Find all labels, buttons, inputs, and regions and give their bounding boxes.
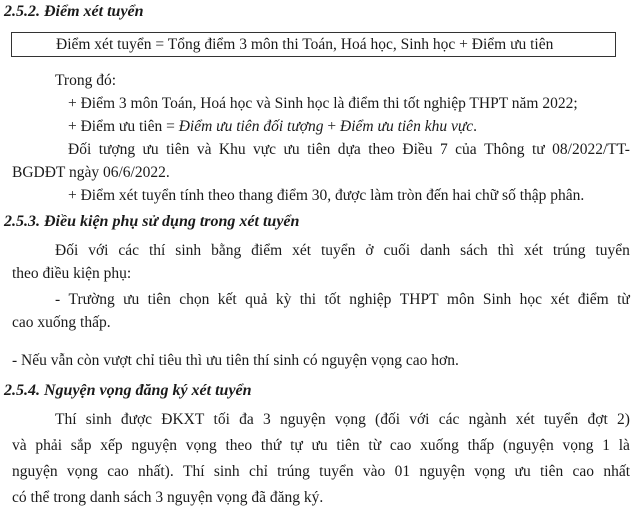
word: tuyển (319, 463, 354, 480)
word: xuống (420, 437, 459, 454)
word: Trường (68, 291, 115, 308)
word: bằng (211, 242, 242, 259)
word: điểm (251, 242, 283, 259)
word: 1 (602, 437, 611, 454)
word: - (55, 291, 61, 308)
word: nguyện (12, 463, 58, 480)
word: nguyện (131, 437, 177, 454)
word: tuyển (320, 242, 356, 259)
word: Thí (55, 411, 77, 428)
word: THPT (399, 291, 439, 308)
word: và (12, 437, 27, 454)
word: theo (225, 437, 253, 454)
para-truong-uu-tien-line-1 (55, 290, 630, 310)
word: vọng (334, 411, 366, 428)
word: nhất (603, 463, 630, 480)
word: cao (572, 463, 595, 480)
word: các (118, 242, 140, 259)
word: vọng (185, 437, 217, 454)
bullet-3-mon: + Điểm 3 môn Toán, Hoá học và Sinh học là điểm thi tốt nghiệp THPT năm 2022; (68, 95, 578, 112)
word: Khu (218, 141, 246, 158)
para-doi-tuong-line-2: BGDĐT ngày 06/6/2022. (12, 164, 170, 181)
word: tư (532, 141, 545, 158)
word: cao (107, 463, 129, 480)
word: 2) (616, 411, 630, 428)
word: (nguyện (503, 437, 554, 454)
word: xét (515, 411, 535, 428)
word: theo (368, 141, 395, 158)
bullet-diem-uu-tien: + Điểm ưu tiên = Điểm ưu tiên đối tượng + Điểm ưu tiên khu vực. (68, 118, 478, 135)
section-heading-2-5-2: 2.5.2. Điểm xét tuyển (4, 3, 144, 20)
word: từ (368, 437, 382, 454)
word: 08/2022/TT- (552, 141, 630, 158)
word: sinh (175, 242, 202, 259)
word: dựa (337, 141, 361, 158)
word: trúng (277, 463, 310, 480)
para-vuot-chi-tieu: - Nếu vẫn còn vượt chỉ tiêu thì ưu tiên thí sinh có nguyện vọng cao hơn. (12, 352, 459, 369)
word: tiên (166, 141, 190, 158)
word: Đối (55, 242, 79, 259)
para-nguyen-vong-line-4: có thể trong danh sách 3 nguyện vọng đã đăng ký. (12, 489, 324, 506)
word: ĐKXT (161, 411, 205, 428)
word: chọn (179, 291, 210, 308)
word: tốt (324, 291, 341, 308)
word: cuối (383, 242, 411, 259)
word: nguyện (279, 411, 326, 428)
word: với (88, 242, 109, 259)
word: phải (35, 437, 63, 454)
word: Thí (183, 463, 205, 480)
word: cao (389, 437, 412, 454)
word: đợt (587, 411, 608, 428)
word: môn (446, 291, 475, 308)
word: thí (148, 242, 166, 259)
word: sách (460, 242, 488, 259)
word: trúng (552, 242, 586, 259)
section-heading-2-5-3: 2.5.3. Điều kiện phụ sử dụng trong xét tuyển (4, 213, 300, 230)
word: thì (497, 242, 515, 259)
word: tuyển (595, 242, 630, 259)
word: xét (550, 291, 570, 308)
para-doi-tuong-line-1 (68, 140, 630, 160)
word: từ (617, 291, 630, 308)
bullet-thang-diem: + Điểm xét tuyển tính theo thang điểm 30, được làm tròn đến hai chữ số thập phân. (68, 187, 585, 204)
word: tượng (98, 141, 136, 158)
word: ưu (514, 463, 531, 480)
word: là (618, 437, 630, 454)
word: nghiệp (349, 291, 392, 308)
word: nguyện (419, 463, 465, 480)
word: xét (292, 242, 312, 259)
word: quả (245, 291, 268, 308)
word: 3 (263, 411, 271, 428)
para-truong-uu-tien-line-2: cao xuống thấp. (12, 314, 111, 331)
word: ưu (311, 437, 328, 454)
word: thấp (467, 437, 495, 454)
word: xét (523, 242, 543, 259)
word: kỳ (275, 291, 292, 308)
word: vực (253, 141, 277, 158)
trong-do-label: Trong đó: (55, 72, 117, 89)
word: tiên (307, 141, 331, 158)
para-nguyen-vong-line-2 (12, 436, 630, 456)
word: Đối (68, 141, 92, 158)
para-nguyen-vong-line-3 (12, 462, 630, 482)
word: điểm (577, 291, 609, 308)
word: sinh (213, 463, 240, 480)
word: (đối (375, 411, 401, 428)
word: và (196, 141, 212, 158)
word: sắp (70, 437, 92, 454)
word: tuyển (543, 411, 579, 428)
word: danh (420, 242, 451, 259)
word: với (409, 411, 430, 428)
word: 7 (439, 141, 448, 158)
word: Thông (484, 141, 525, 158)
word: vọng (562, 437, 594, 454)
word: xếp (100, 437, 123, 454)
word: đa (239, 411, 254, 428)
word: tự (290, 437, 303, 454)
formula-box (11, 32, 616, 57)
word: tiên (336, 437, 360, 454)
word: nhất). (138, 463, 174, 480)
word: học (519, 291, 543, 308)
word: Điều (402, 141, 433, 158)
word: của (455, 141, 477, 158)
word: tối (213, 411, 230, 428)
word: Sinh (482, 291, 512, 308)
word: vào (362, 463, 386, 480)
word: ưu (123, 291, 140, 308)
para-dieu-kien-line-1 (55, 241, 630, 261)
word: ưu (142, 141, 159, 158)
word: được (120, 411, 153, 428)
word: ở (365, 242, 374, 259)
section-heading-2-5-4: 2.5.4. Nguyện vọng đăng ký xét tuyển (4, 382, 252, 399)
word: sinh (85, 411, 112, 428)
word: tiên (539, 463, 564, 480)
word: ngành (468, 411, 507, 428)
word: thi (299, 291, 317, 308)
word: kết (217, 291, 237, 308)
para-dieu-kien-line-2: theo điều kiện phụ: (12, 265, 132, 282)
word: chỉ (248, 463, 268, 480)
word: vọng (474, 463, 506, 480)
formula-text: Điểm xét tuyển = Tổng điểm 3 môn thi Toán, Hoá học, Sinh học + Điểm ưu tiên (56, 36, 554, 53)
word: tiên (147, 291, 171, 308)
word: các (438, 411, 460, 428)
word: thứ (260, 437, 282, 454)
word: vọng (66, 463, 98, 480)
word: 01 (394, 463, 411, 480)
para-nguyen-vong-line-1 (55, 410, 630, 430)
word: ưu (283, 141, 300, 158)
